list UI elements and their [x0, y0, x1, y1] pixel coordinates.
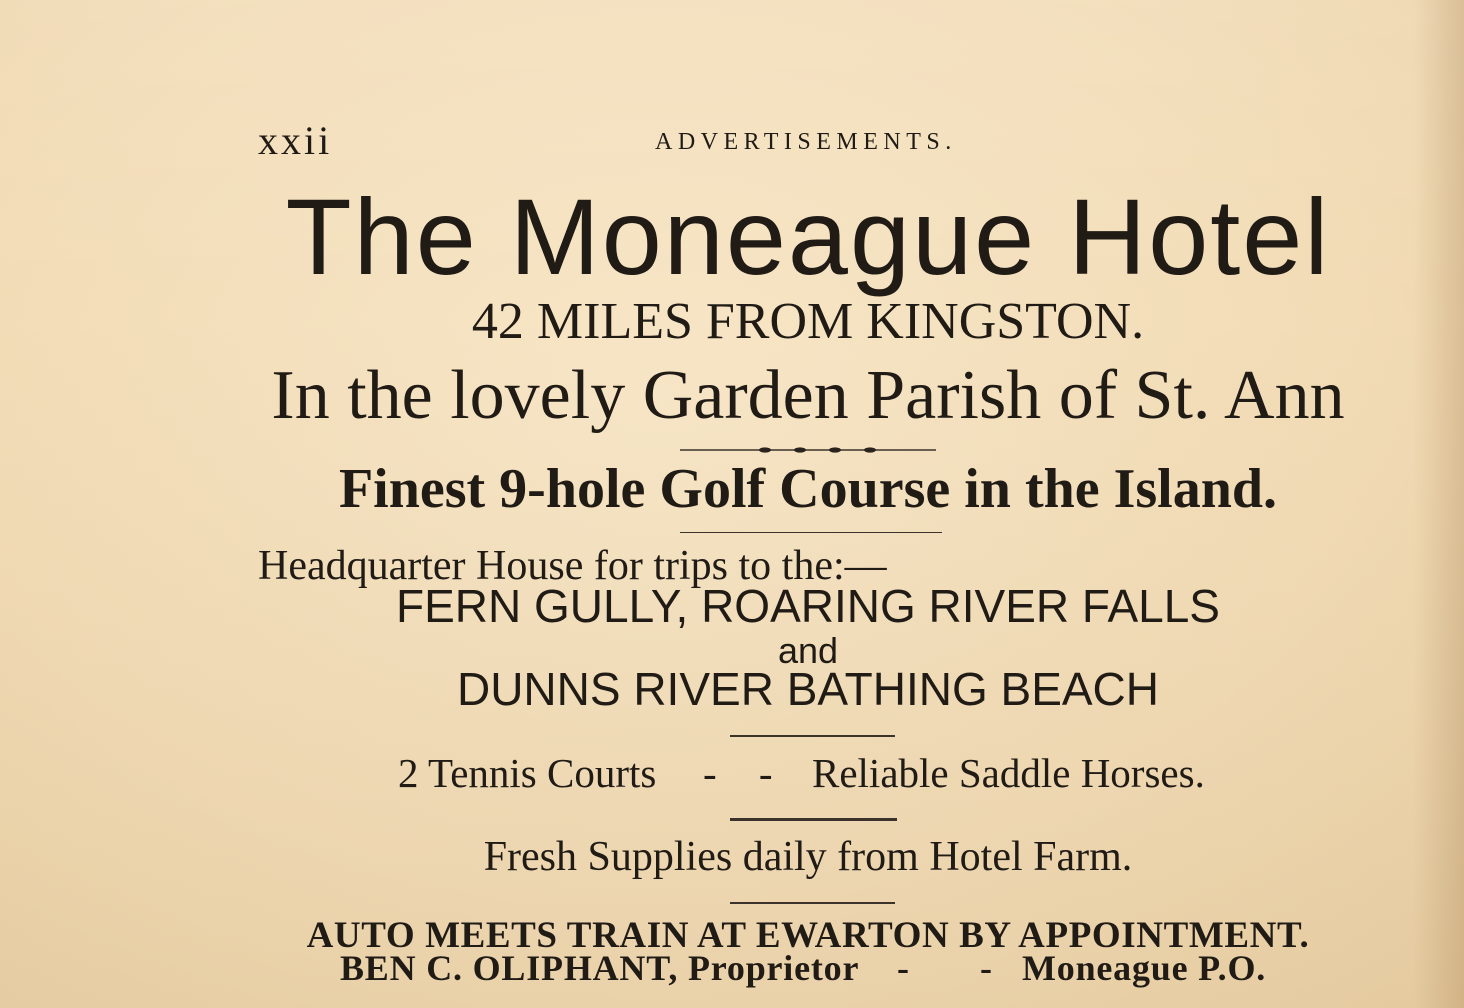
divider-rule: [730, 902, 895, 904]
transport-line: AUTO MEETS TRAIN AT EWARTON BY APPOINTMENT.: [306, 915, 1310, 956]
proprietor-name: BEN C. OLIPHANT, Proprietor: [340, 948, 860, 988]
trips-intro: Headquarter House for trips to the:—: [258, 543, 887, 589]
contact-separator: - -: [897, 948, 992, 988]
trip-destinations-2: DUNNS RIVER BATHING BEACH: [456, 663, 1160, 715]
supplies-line: Fresh Supplies daily from Hotel Farm.: [483, 834, 1133, 880]
amenity-horses: Reliable Saddle Horses.: [812, 750, 1205, 796]
divider-rule: [730, 735, 895, 737]
hotel-title: The Moneague Hotel: [285, 176, 1331, 297]
location-line: In the lovely Garden Parish of St. Ann: [271, 357, 1345, 434]
amenity-separator: - -: [703, 750, 773, 796]
trip-conjunction: and: [777, 630, 839, 671]
divider-rule: [680, 532, 942, 533]
ornamental-divider: [680, 444, 936, 456]
postal-address: Moneague P.O.: [1022, 948, 1267, 988]
page-number: xxii: [258, 118, 333, 163]
trip-destinations-1: FERN GULLY, ROARING RIVER FALLS: [396, 580, 1220, 632]
distance-line: 42 MILES FROM KINGSTON.: [471, 293, 1145, 350]
amenity-tennis: 2 Tennis Courts: [398, 750, 657, 796]
running-header: ADVERTISEMENTS.: [655, 129, 957, 155]
divider-rule: [730, 818, 897, 821]
golf-course-line: Finest 9-hole Golf Course in the Island.: [338, 458, 1278, 520]
